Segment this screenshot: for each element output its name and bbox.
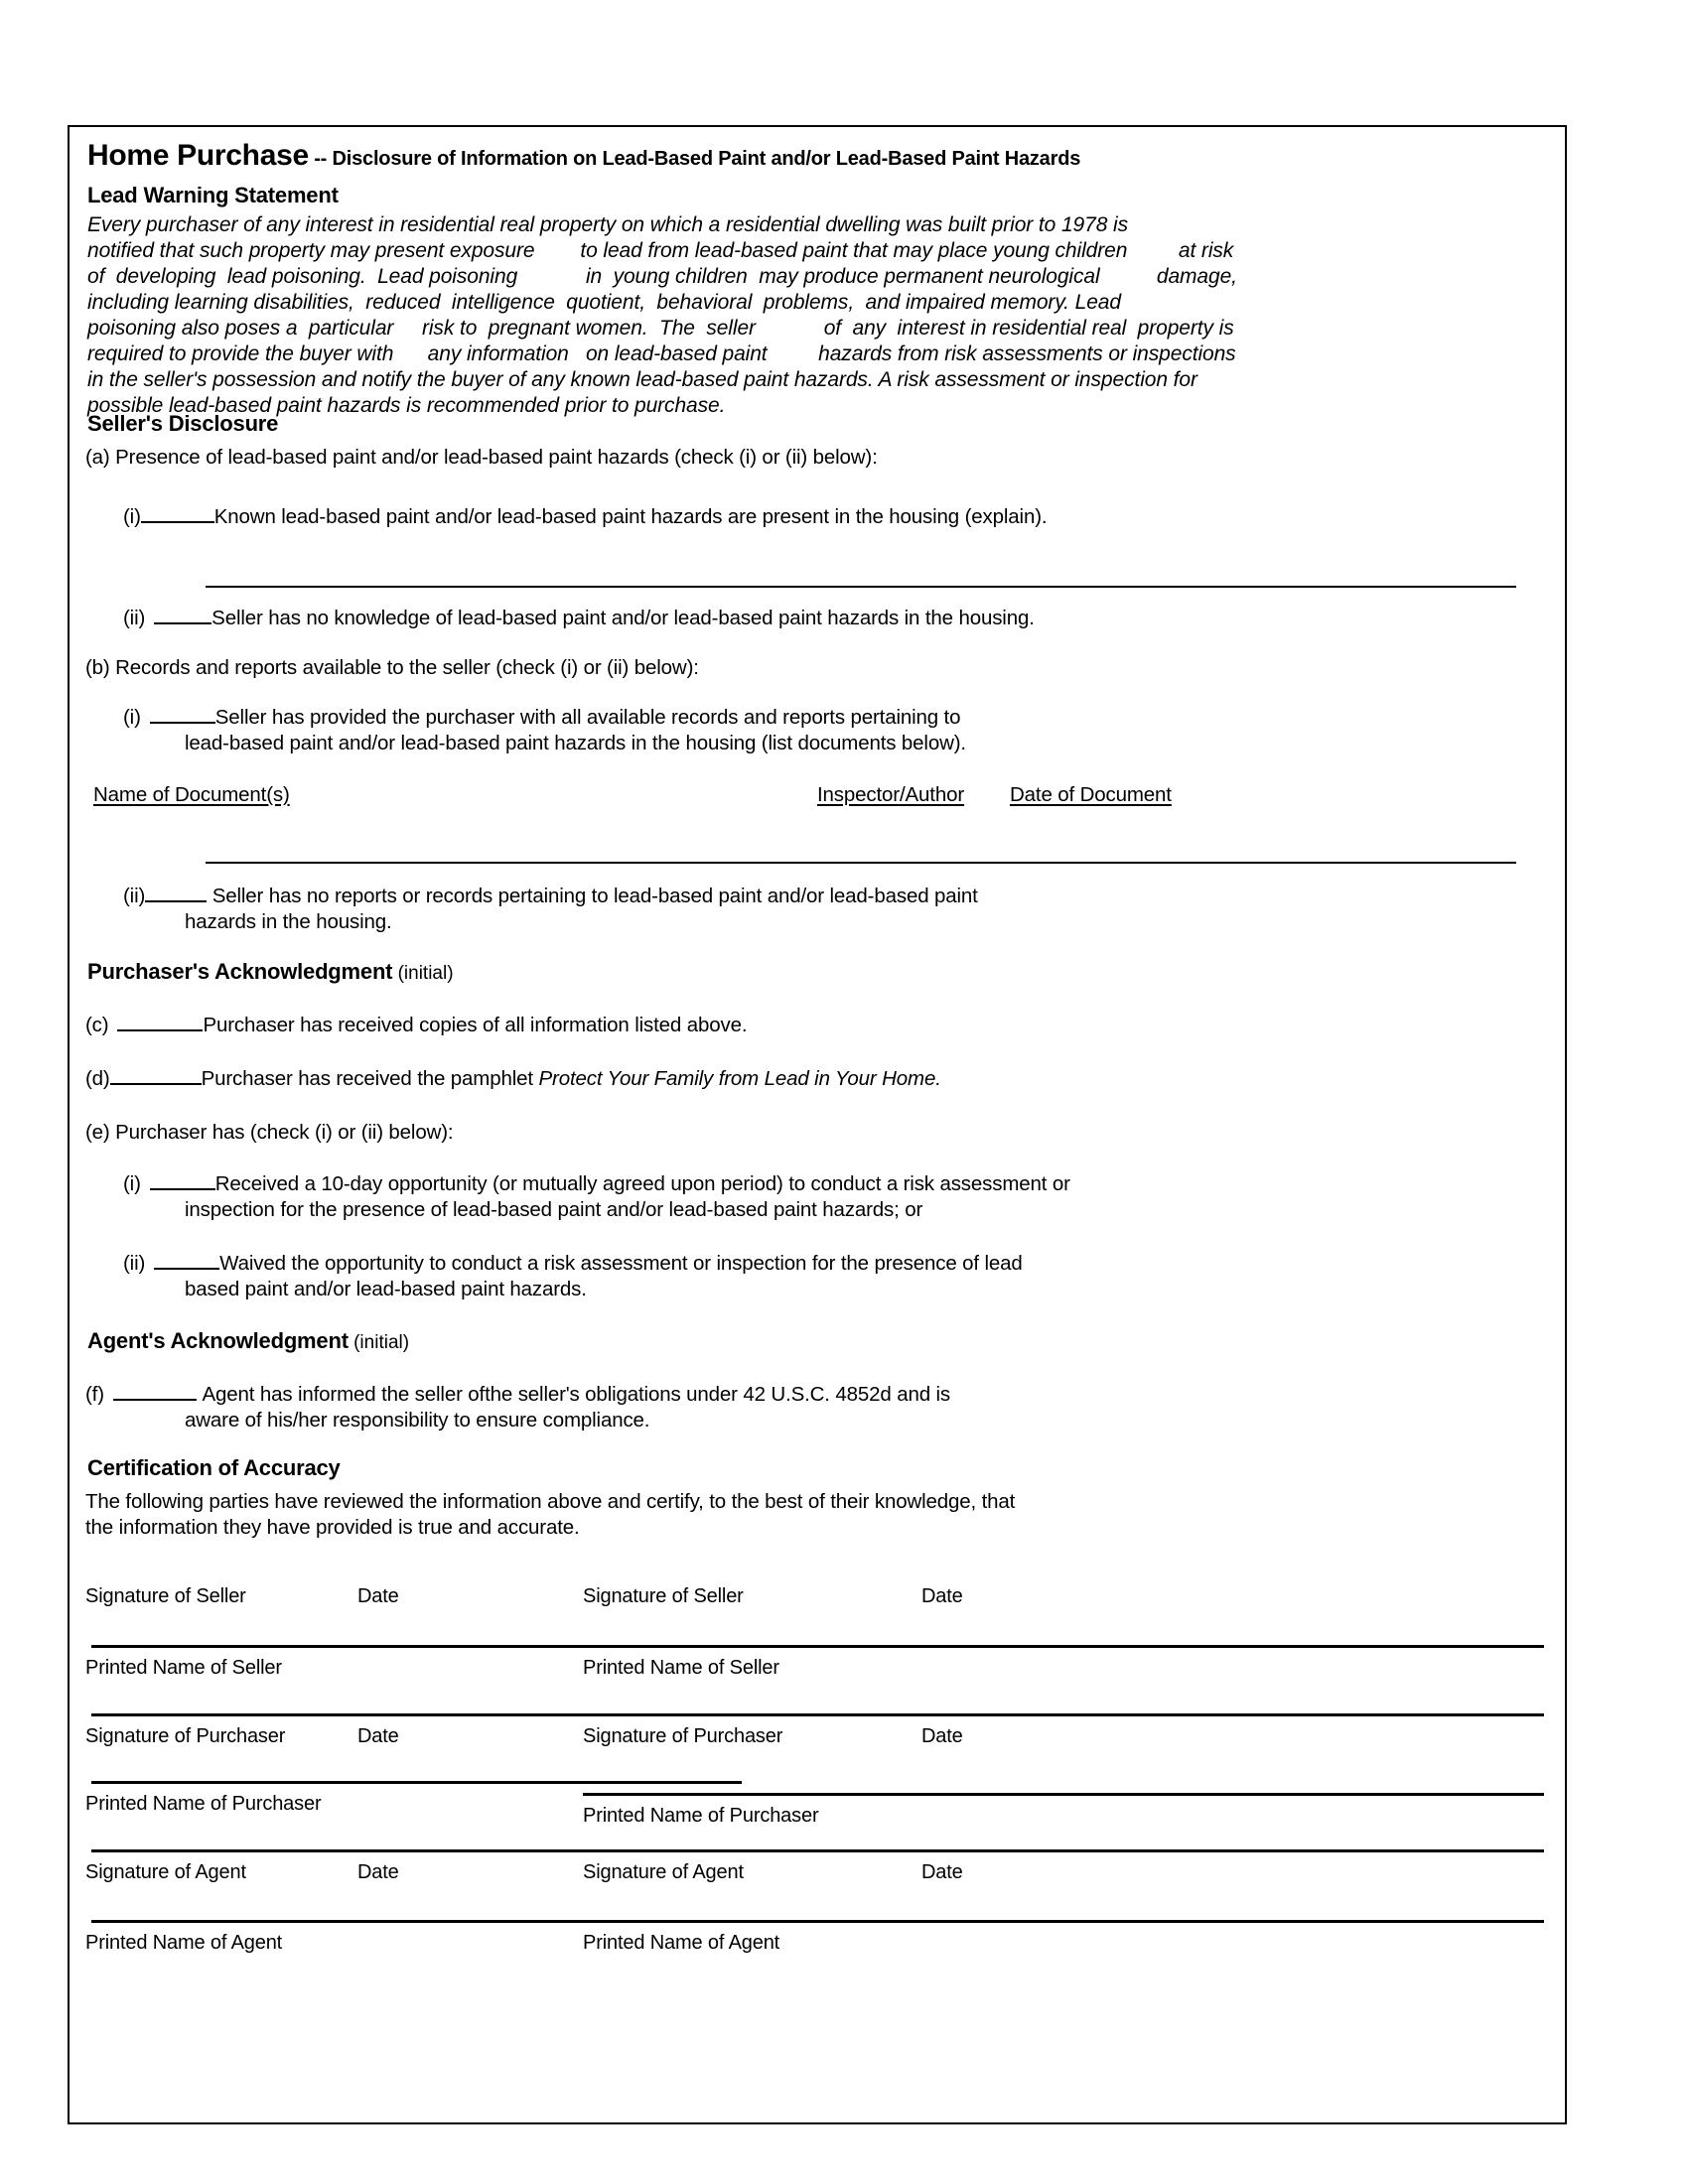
- ack-d-row: [85, 1066, 941, 1092]
- ack-c-initial-blank[interactable]: [117, 1016, 203, 1031]
- sig-date-left-3: Date: [357, 1725, 399, 1747]
- agents-acknowledgment-note: (initial): [353, 1332, 410, 1353]
- ack-c-row: [85, 1013, 747, 1038]
- ack-e-ii-row: [123, 1251, 1023, 1277]
- lead-warning-heading: Lead Warning Statement: [87, 183, 339, 207]
- sig-line-right-6[interactable]: [583, 1920, 1544, 1923]
- lead-warning-line-3: of developing lead poisoning. Lead poisoning in young children may produce permanent neurological damage,: [87, 265, 1237, 288]
- disclosure-b-ii-text-line2: hazards in the housing.: [185, 910, 392, 933]
- form-title: [87, 139, 1080, 173]
- sig-date-right-1: Date: [921, 1585, 963, 1607]
- lead-warning-line-8: possible lead-based paint hazards is recommended prior to purchase.: [87, 394, 726, 417]
- ack-f-label: (f): [85, 1383, 104, 1406]
- documents-table-col-name: Name of Document(s): [93, 783, 290, 806]
- ack-c-text: Purchaser has received copies of all information listed above.: [203, 1014, 748, 1036]
- sig-label-left-1: Signature of Seller: [85, 1585, 246, 1607]
- disclosure-item-a: (a) Presence of lead-based paint and/or lead-based paint hazards (check (i) or (ii) below):: [85, 446, 878, 469]
- certification-line-2: the information they have provided is true and accurate.: [85, 1516, 580, 1539]
- lead-warning-line-2: notified that such property may present exposure to lead from lead-based paint that may place young children at risk: [87, 239, 1234, 262]
- documents-table-col-date: Date of Document: [1010, 783, 1172, 806]
- sig-line-right-3[interactable]: [583, 1713, 1544, 1716]
- ack-e-ii-label: (ii): [123, 1252, 146, 1275]
- ack-d-initial-blank[interactable]: [110, 1069, 202, 1085]
- disclosure-b-i-label: (i): [123, 706, 141, 729]
- disclosure-b-i-text-line1: Seller has provided the purchaser with all available records and reports pertaining to: [214, 706, 961, 729]
- ack-f-text-line2: aware of his/her responsibility to ensure compliance.: [185, 1409, 650, 1432]
- disclosure-a-i-row: [123, 504, 1047, 530]
- sig-label-left-2: Printed Name of Seller: [85, 1657, 282, 1679]
- sig-label-right-5: Signature of Agent: [583, 1861, 744, 1883]
- sig-label-left-4: Printed Name of Purchaser: [85, 1793, 322, 1815]
- disclosure-b-ii-initial-blank[interactable]: [145, 887, 207, 902]
- sig-label-right-2: Printed Name of Seller: [583, 1657, 779, 1679]
- disclosure-a-explain-line[interactable]: [206, 586, 1516, 588]
- ack-d-label: (d): [85, 1067, 110, 1090]
- ack-e-i-label: (i): [123, 1172, 141, 1195]
- ack-e-text: (e) Purchaser has (check (i) or (ii) below):: [85, 1121, 454, 1144]
- disclosure-item-b: (b) Records and reports available to the seller (check (i) or (ii) below):: [85, 656, 699, 679]
- disclosure-a-ii-text: Seller has no knowledge of lead-based paint and/or lead-based paint hazards in the housing.: [211, 607, 1035, 629]
- documents-table-col-inspector: Inspector/Author: [817, 783, 965, 806]
- purchasers-acknowledgment-heading: Purchaser's Acknowledgment: [87, 959, 393, 984]
- ack-f-initial-blank[interactable]: [113, 1385, 197, 1401]
- agents-acknowledgment-heading: Agent's Acknowledgment: [87, 1328, 349, 1353]
- disclosure-a-ii-initial-blank[interactable]: [154, 609, 211, 624]
- sig-line-right-4[interactable]: [583, 1793, 1544, 1796]
- sig-label-right-6: Printed Name of Agent: [583, 1932, 780, 1954]
- ack-e-i-row: [123, 1171, 1070, 1197]
- sig-line-left-4[interactable]: [91, 1781, 742, 1784]
- form-title-main: Home Purchase: [87, 139, 309, 172]
- sig-date-left-5: Date: [357, 1861, 399, 1883]
- disclosure-a-ii-row: [123, 606, 1035, 631]
- agents-acknowledgment-heading-row: [87, 1328, 409, 1354]
- disclosure-b-i-initial-blank[interactable]: [150, 708, 215, 724]
- lead-warning-line-5: poisoning also poses a particular risk to pregnant women. The seller of any interest in residential real property is: [87, 317, 1234, 340]
- purchasers-acknowledgment-note: (initial): [397, 963, 454, 984]
- disclosure-a-i-initial-blank[interactable]: [141, 507, 214, 523]
- sig-date-right-5: Date: [921, 1861, 963, 1883]
- sig-label-right-1: Signature of Seller: [583, 1585, 744, 1607]
- sig-date-right-3: Date: [921, 1725, 963, 1747]
- disclosure-a-i-label: (i): [123, 505, 141, 528]
- ack-e-ii-initial-blank[interactable]: [154, 1254, 219, 1270]
- form-content: [70, 127, 1565, 2122]
- sig-label-left-6: Printed Name of Agent: [85, 1932, 283, 1954]
- sig-label-right-4: Printed Name of Purchaser: [583, 1805, 819, 1827]
- disclosure-a-ii-label: (ii): [123, 607, 146, 629]
- form-border-frame: [68, 125, 1567, 2124]
- certification-heading: Certification of Accuracy: [87, 1455, 341, 1480]
- sig-label-left-3: Signature of Purchaser: [85, 1725, 286, 1747]
- ack-f-text-line1: Agent has informed the seller ofthe seller's obligations under 42 U.S.C. 4852d and is: [202, 1383, 950, 1406]
- purchasers-acknowledgment-heading-row: [87, 959, 454, 985]
- form-title-separator: --: [314, 148, 328, 170]
- sig-date-left-1: Date: [357, 1585, 399, 1607]
- certification-line-1: The following parties have reviewed the information above and certify, to the best of their knowledge, that: [85, 1490, 1016, 1513]
- lead-warning-line-7: in the seller's possession and notify the buyer of any known lead-based paint hazards. A risk assessment or inspection for: [87, 368, 1197, 391]
- form-title-subtitle: Disclosure of Information on Lead-Based Paint and/or Lead-Based Paint Hazards: [332, 148, 1081, 170]
- lead-warning-line-6: required to provide the buyer with any information on lead-based paint hazards from risk assessments or inspections: [87, 342, 1236, 365]
- lead-warning-line-4: including learning disabilities, reduced intelligence quotient, behavioral problems, and impaired memory. Lead: [87, 291, 1121, 314]
- sig-label-left-5: Signature of Agent: [85, 1861, 246, 1883]
- disclosure-b-i-text-line2: lead-based paint and/or lead-based paint hazards in the housing (list documents below).: [185, 732, 966, 754]
- sig-line-right-5[interactable]: [583, 1849, 1544, 1852]
- ack-f-row: [85, 1382, 950, 1408]
- ack-e-ii-text-line2: based paint and/or lead-based paint hazards.: [185, 1278, 587, 1300]
- sig-label-right-3: Signature of Purchaser: [583, 1725, 783, 1747]
- disclosure-b-ii-label: (ii): [123, 885, 146, 907]
- ack-d-text: Purchaser has received the pamphlet: [201, 1067, 539, 1090]
- ack-d-pamphlet-title: Protect Your Family from Lead in Your Home.: [538, 1067, 941, 1090]
- disclosure-b-ii-text-line1: Seller has no reports or records pertaining to lead-based paint and/or lead-based paint: [211, 885, 978, 907]
- disclosure-b-ii-row: [123, 884, 978, 909]
- lead-warning-line-1: Every purchaser of any interest in residential real property on which a residential dwelling was built prior to 1978 is: [87, 213, 1128, 236]
- ack-e-i-text-line1: Received a 10-day opportunity (or mutually agreed upon period) to conduct a risk assessment or: [214, 1172, 1070, 1195]
- sellers-disclosure-heading: Seller's Disclosure: [87, 411, 279, 436]
- ack-c-label: (c): [85, 1014, 109, 1036]
- disclosure-a-i-text: Known lead-based paint and/or lead-based paint hazards are present in the housing (explain).: [213, 505, 1048, 528]
- sig-line-right-2[interactable]: [583, 1645, 1544, 1648]
- ack-e-ii-text-line1: Waived the opportunity to conduct a risk assessment or inspection for the presence of lead: [219, 1252, 1023, 1275]
- ack-e-i-text-line2: inspection for the presence of lead-based paint and/or lead-based paint hazards; or: [185, 1198, 923, 1221]
- documents-entry-line[interactable]: [206, 862, 1516, 864]
- disclosure-b-i-row: [123, 705, 960, 731]
- ack-e-i-initial-blank[interactable]: [150, 1174, 215, 1190]
